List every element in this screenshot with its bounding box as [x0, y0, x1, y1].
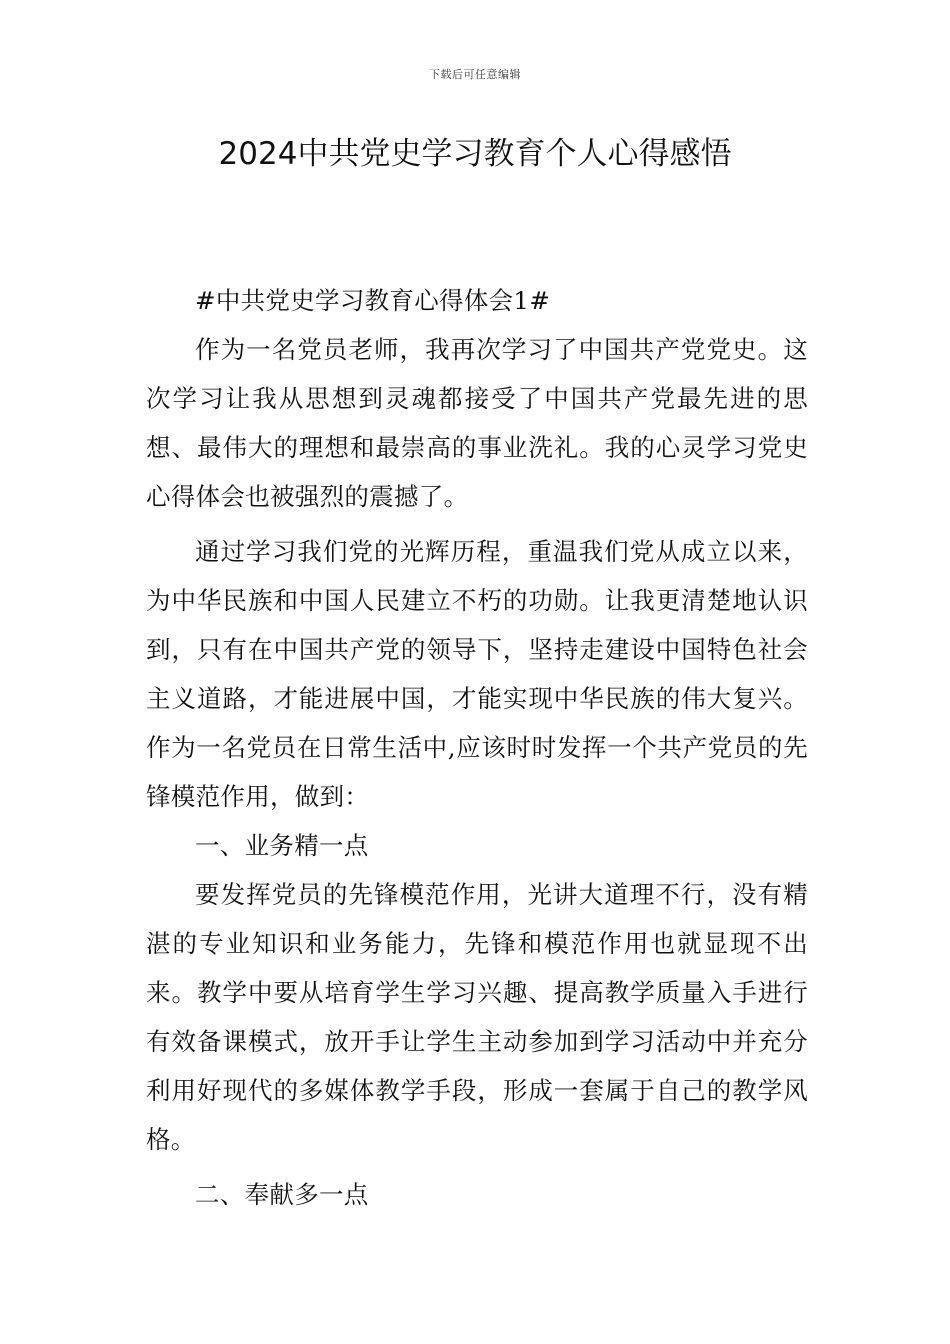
- document-body: [146, 276, 808, 1219]
- paragraph-intro: 作为一名党员老师，我再次学习了中国共产党党史。这次学习让我从思想到灵魂都接受了中国共产党最先进的思想、最伟大的理想和最崇高的事业洗礼。我的心灵学习党史心得体会也被强烈的震撼了。: [146, 335, 808, 511]
- paragraph-business: 要发挥党员的先锋模范作用，光讲大道理不行，没有精湛的专业知识和业务能力，先锋和模范作用也就显现不出来。教学中要从培育学生学习兴趣、提高教学质量入手进行有效备课模式，放开手让学生主动参加到学习活动中并充分利用好现代的多媒体教学手段，形成一套属于自己的教学风格。: [146, 880, 808, 1154]
- subheading-dedication: 二、奉献多一点: [195, 1180, 369, 1209]
- document-title: 2024中共党史学习教育个人心得感悟: [218, 136, 732, 172]
- section-heading-1: #中共党史学习教育心得体会1#: [195, 286, 551, 315]
- subheading-business: 一、业务精一点: [195, 831, 369, 860]
- header-note: 下载后可任意编辑: [429, 68, 521, 81]
- paragraph-history: 通过学习我们党的光辉历程，重温我们党从成立以来，为中华民族和中国人民建立不朽的功勋。让我更清楚地认识到，只有在中国共产党的领导下，坚持走建设中国特色社会主义道路，才能进展中国，才能实现中华民族的伟大复兴。作为一名党员在日常生活中,应该时时发挥一个共产党员的先锋模范作用，做到：: [146, 537, 808, 811]
